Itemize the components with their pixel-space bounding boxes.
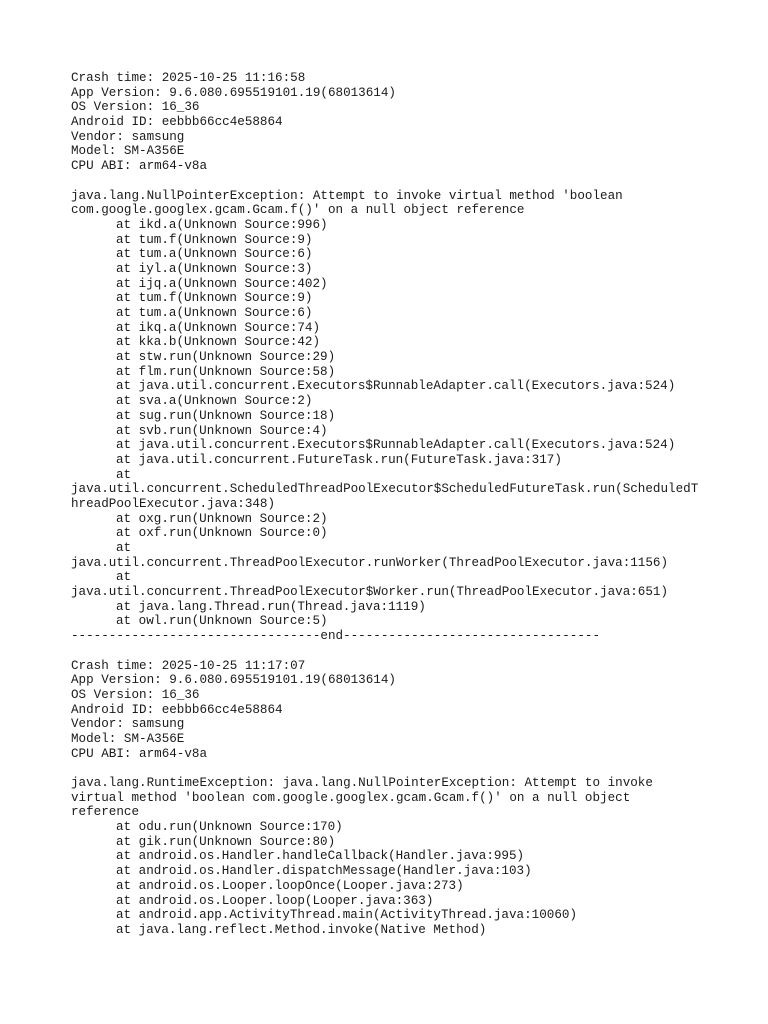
- stack-frame-line: hreadPoolExecutor.java:348): [71, 496, 276, 511]
- blank-line: [71, 644, 761, 659]
- blank-line: [71, 174, 761, 189]
- stack-frame-line: at android.os.Handler.handleCallback(Handler.java:995): [116, 849, 525, 864]
- crash-log-document: [71, 71, 761, 938]
- stack-frame-line: at sva.a(Unknown Source:2): [116, 394, 313, 409]
- stack-frame-line: at ikq.a(Unknown Source:74): [116, 320, 321, 335]
- stack-frame-line: at tum.f(Unknown Source:9): [116, 291, 313, 306]
- stack-frame-line: at oxg.run(Unknown Source:2): [116, 511, 328, 526]
- crash-header-line: OS Version: 16_36: [71, 100, 200, 115]
- stack-frame-line: at android.os.Looper.loopOnce(Looper.java:273): [116, 878, 464, 893]
- stack-frame-line: at oxf.run(Unknown Source:0): [116, 526, 328, 541]
- stack-frame-line: at owl.run(Unknown Source:5): [116, 614, 328, 629]
- stack-frame-line: at android.app.ActivityThread.main(ActivityThread.java:10060): [116, 908, 578, 923]
- crash-header-line: App Version: 9.6.080.695519101.19(68013614): [71, 85, 396, 100]
- stack-frame-line: at sug.run(Unknown Source:18): [116, 408, 336, 423]
- stack-frame-line: at svb.run(Unknown Source:4): [116, 423, 328, 438]
- crash-header-line: Crash time: 2025-10-25 11:16:58: [71, 71, 306, 85]
- stack-frame-line: java.util.concurrent.ThreadPoolExecutor$Worker.run(ThreadPoolExecutor.java:651): [71, 585, 669, 600]
- crash-report: [71, 71, 761, 659]
- stack-frame-line: at iyl.a(Unknown Source:3): [116, 261, 313, 276]
- stack-frame-line: at tum.a(Unknown Source:6): [116, 306, 313, 320]
- stack-frame-line: at ikd.a(Unknown Source:996): [116, 217, 328, 232]
- crash-header-line: Vendor: samsung: [71, 129, 185, 144]
- crash-header-line: Model: SM-A356E: [71, 731, 185, 746]
- crash-header-line: OS Version: 16_36: [71, 687, 200, 702]
- stack-frame-line: at java.util.concurrent.Executors$RunnableAdapter.call(Executors.java:524): [116, 379, 676, 394]
- crash-report: [71, 659, 761, 938]
- stack-frame-line: at java.lang.Thread.run(Thread.java:1119): [116, 599, 426, 614]
- stack-frame-line: at tum.f(Unknown Source:9): [116, 232, 313, 247]
- stack-frame-line: at android.os.Looper.loop(Looper.java:363): [116, 893, 434, 908]
- stack-frame-line: at android.os.Handler.dispatchMessage(Handler.java:103): [116, 864, 532, 879]
- stack-frame-line: at ijq.a(Unknown Source:402): [116, 276, 328, 291]
- crash-header-line: App Version: 9.6.080.695519101.19(68013614): [71, 673, 396, 688]
- stack-frame-line: java.util.concurrent.ScheduledThreadPoolExecutor$ScheduledFutureTask.run(ScheduledT: [71, 482, 699, 497]
- crash-header-line: Crash time: 2025-10-25 11:17:07: [71, 658, 306, 673]
- crash-header-line: Android ID: eebbb66cc4e58864: [71, 702, 283, 717]
- exception-message-line: java.lang.NullPointerException: Attempt to invoke virtual method 'boolean: [71, 188, 623, 203]
- exception-message-line: reference: [71, 805, 140, 820]
- end-separator: ---------------------------------end----------------------------------: [71, 629, 601, 644]
- crash-header-line: Vendor: samsung: [71, 717, 185, 732]
- crash-header-line: CPU ABI: arm64-v8a: [71, 159, 208, 174]
- crash-header-line: Model: SM-A356E: [71, 144, 185, 159]
- exception-message-line: com.google.googlex.gcam.Gcam.f()' on a null object reference: [71, 203, 525, 218]
- stack-frame-line: at java.lang.reflect.Method.invoke(Native Method): [116, 922, 487, 937]
- exception-message-line: virtual method 'boolean com.google.googlex.gcam.Gcam.f()' on a null object: [71, 790, 631, 805]
- stack-frame-line: at gik.run(Unknown Source:80): [116, 834, 336, 849]
- blank-line: [71, 761, 761, 776]
- crash-header-line: Android ID: eebbb66cc4e58864: [71, 115, 283, 130]
- exception-message-line: java.lang.RuntimeException: java.lang.NullPointerException: Attempt to invoke: [71, 776, 653, 790]
- stack-frame-line: at: [116, 467, 132, 482]
- stack-frame-line: at tum.a(Unknown Source:6): [116, 247, 313, 262]
- stack-frame-line: at kka.b(Unknown Source:42): [116, 335, 321, 350]
- stack-frame-line: at: [116, 570, 132, 585]
- stack-frame-line: at stw.run(Unknown Source:29): [116, 350, 336, 365]
- stack-frame-line: at flm.run(Unknown Source:58): [116, 364, 336, 379]
- crash-header-line: CPU ABI: arm64-v8a: [71, 746, 208, 761]
- stack-frame-line: at: [116, 541, 132, 555]
- stack-frame-line: at java.util.concurrent.Executors$RunnableAdapter.call(Executors.java:524): [116, 438, 676, 453]
- stack-frame-line: at odu.run(Unknown Source:170): [116, 820, 343, 835]
- stack-frame-line: at java.util.concurrent.FutureTask.run(FutureTask.java:317): [116, 452, 562, 467]
- stack-frame-line: java.util.concurrent.ThreadPoolExecutor.runWorker(ThreadPoolExecutor.java:1156): [71, 555, 669, 570]
